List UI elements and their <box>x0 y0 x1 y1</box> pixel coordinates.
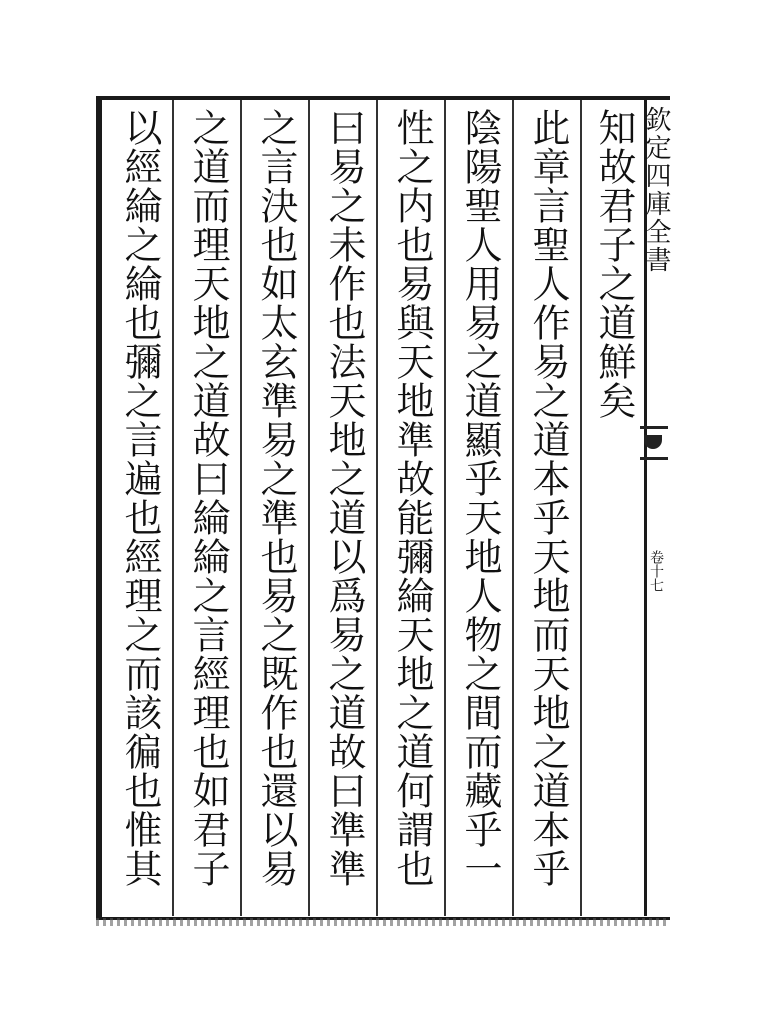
volume-label: 卷十七 <box>648 550 664 592</box>
fish-tail-mark <box>640 426 668 460</box>
column-rule <box>240 100 242 916</box>
text-column: 曰易之未作也法天地之道以爲易之道故曰準準 <box>322 108 366 888</box>
column-rule <box>580 100 582 916</box>
column-rule <box>376 100 378 916</box>
text-column: 以經綸之綸也彌之言遍也經理之而該徧也惟其 <box>118 108 162 888</box>
book-margin <box>640 100 672 916</box>
text-column: 性之内也易與天地準故能彌綸天地之道何謂也 <box>390 108 434 888</box>
text-column: 知故君子之道鮮矣 <box>592 108 636 420</box>
text-column: 陰陽聖人用易之道顯乎天地人物之間而藏乎一 <box>458 108 502 888</box>
text-column: 之言決也如太玄準易之準也易之既作也還以易 <box>254 108 298 888</box>
column-rule <box>512 100 514 916</box>
collection-title: 欽定四庫全書 <box>641 106 671 274</box>
column-rule <box>444 100 446 916</box>
text-column: 之道而理天地之道故曰綸綸之言經理也如君子 <box>186 108 230 888</box>
column-rule <box>172 100 174 916</box>
column-rule <box>308 100 310 916</box>
scan-edge <box>96 918 670 926</box>
text-column: 此章言聖人作易之道本乎天地而天地之道本乎 <box>526 108 570 888</box>
